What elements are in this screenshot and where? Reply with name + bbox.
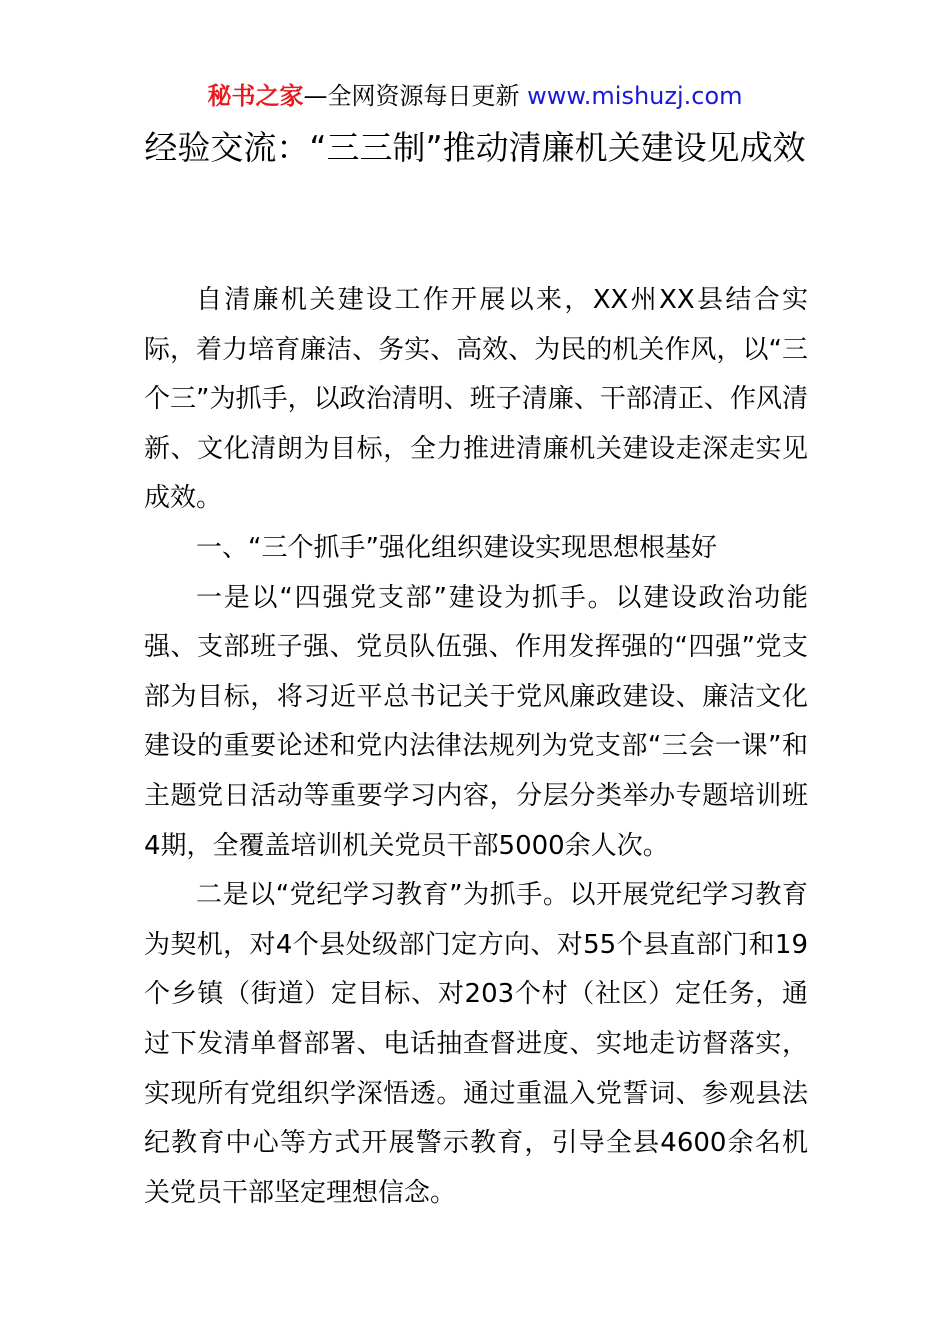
site-tagline: —全网资源每日更新 bbox=[303, 82, 520, 110]
document-body bbox=[144, 276, 808, 1218]
document-title: 经验交流：“三三制”推动清廉机关建设见成效 bbox=[144, 128, 806, 167]
site-header bbox=[0, 80, 950, 112]
paragraph-intro: 自清廉机关建设工作开展以来，XX州XX县结合实际，着力培育廉洁、务实、高效、为民的机关作风，以“三个三”为抓手，以政治清明、班子清廉、干部清正、作风清新、文化清朗为目标，全力推进清廉机关建设走深走实见成效。 bbox=[144, 285, 808, 514]
paragraph-point-2: 二是以“党纪学习教育”为抓手。以开展党纪学习教育为契机，对4个县处级部门定方向、对55个县直部门和19个乡镇（街道）定目标、对203个村（社区）定任务，通过下发清单督部署、电话抽查督进度、实地走访督落实，实现所有党组织学深悟透。通过重温入党誓词、参观县法纪教育中心等方式开展警示教育，引导全县4600余名机关党员干部坚定理想信念。 bbox=[144, 880, 808, 1208]
site-brand: 秘书之家 bbox=[207, 82, 304, 110]
site-url-link[interactable]: www.mishuzj.com bbox=[527, 82, 743, 110]
section-heading-1: 一、“三个抓手”强化组织建设实现思想根基好 bbox=[196, 532, 717, 563]
paragraph-point-1: 一是以“四强党支部”建设为抓手。以建设政治功能强、支部班子强、党员队伍强、作用发挥强的“四强”党支部为目标，将习近平总书记关于党风廉政建设、廉洁文化建设的重要论述和党内法律法规列为党支部“三会一课”和主题党日活动等重要学习内容，分层分类举办专题培训班4期，全覆盖培训机关党员干部5000余人次。 bbox=[144, 582, 808, 861]
